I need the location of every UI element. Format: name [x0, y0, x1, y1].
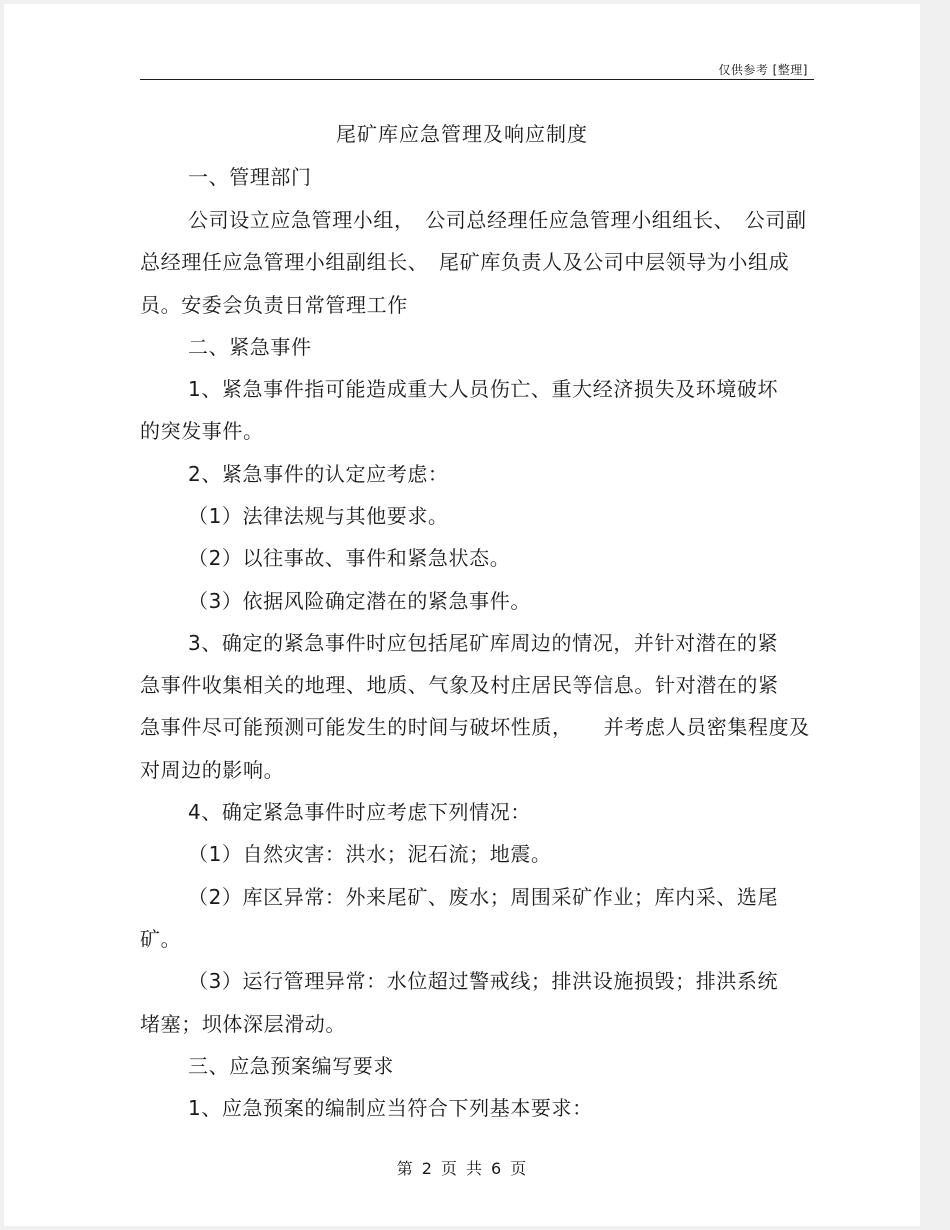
section-heading-3: 三、应急预案编写要求	[188, 1054, 394, 1078]
paragraph-line: 3、确定的紧急事件时应包括尾矿库周边的情况，并针对潜在的紧	[188, 631, 779, 655]
paragraph-line: 总经理任应急管理小组副组长、 尾矿库负责人及公司中层领导为小组成	[140, 250, 790, 274]
paragraph-line: 1、应急预案的编制应当符合下列基本要求：	[188, 1096, 593, 1120]
section-heading-2: 二、紧急事件	[188, 335, 312, 359]
paragraph-line: 4、确定紧急事件时应考虑下列情况：	[188, 800, 531, 824]
paragraph-line: 公司设立应急管理小组， 公司总经理任应急管理小组组长、 公司副	[188, 208, 807, 232]
header-divider	[140, 79, 814, 80]
footer-page-word: 页	[440, 1159, 458, 1178]
current-page-number: 2	[421, 1159, 433, 1178]
paragraph-line: 的突发事件。	[140, 419, 264, 443]
list-item: （1）自然灾害：洪水；泥石流；地震。	[188, 842, 552, 866]
paragraph-line: 矿。	[140, 927, 182, 951]
footer-total-word: 共	[466, 1159, 484, 1178]
paragraph-line: 对周边的影响。	[140, 758, 285, 782]
paragraph-line: 员。安委会负责日常管理工作	[140, 293, 408, 317]
footer-prefix: 第	[396, 1159, 414, 1178]
page-footer	[4, 1158, 920, 1180]
list-item: （2）以往事故、事件和紧急状态。	[188, 546, 511, 570]
footer-suffix: 页	[510, 1159, 528, 1178]
paragraph-line: 急事件收集相关的地理、地质、气象及村庄居民等信息。针对潜在的紧	[140, 673, 779, 697]
list-item: （1）法律法规与其他要求。	[188, 504, 449, 528]
header-note: 仅供参考 [整理]	[718, 63, 808, 77]
list-item: （3）运行管理异常：水位超过警戒线；排洪设施损毁；排洪系统	[188, 969, 779, 993]
document-title: 尾矿库应急管理及响应制度	[336, 122, 588, 146]
paragraph-line: 急事件尽可能预测可能发生的时间与破坏性质， 并考虑人员密集程度及	[140, 715, 810, 739]
section-heading-1: 一、管理部门	[188, 165, 312, 189]
list-item: （3）依据风险确定潜在的紧急事件。	[188, 589, 531, 613]
paragraph-line: 1、紧急事件指可能造成重大人员伤亡、重大经济损失及环境破坏	[188, 377, 779, 401]
total-page-number: 6	[491, 1159, 503, 1178]
document-page	[4, 4, 920, 1226]
list-item: （2）库区异常：外来尾矿、废水；周围采矿作业；库内采、选尾	[188, 885, 779, 909]
paragraph-line: 2、紧急事件的认定应考虑：	[188, 462, 449, 486]
paragraph-line: 堵塞；坝体深层滑动。	[140, 1012, 346, 1036]
